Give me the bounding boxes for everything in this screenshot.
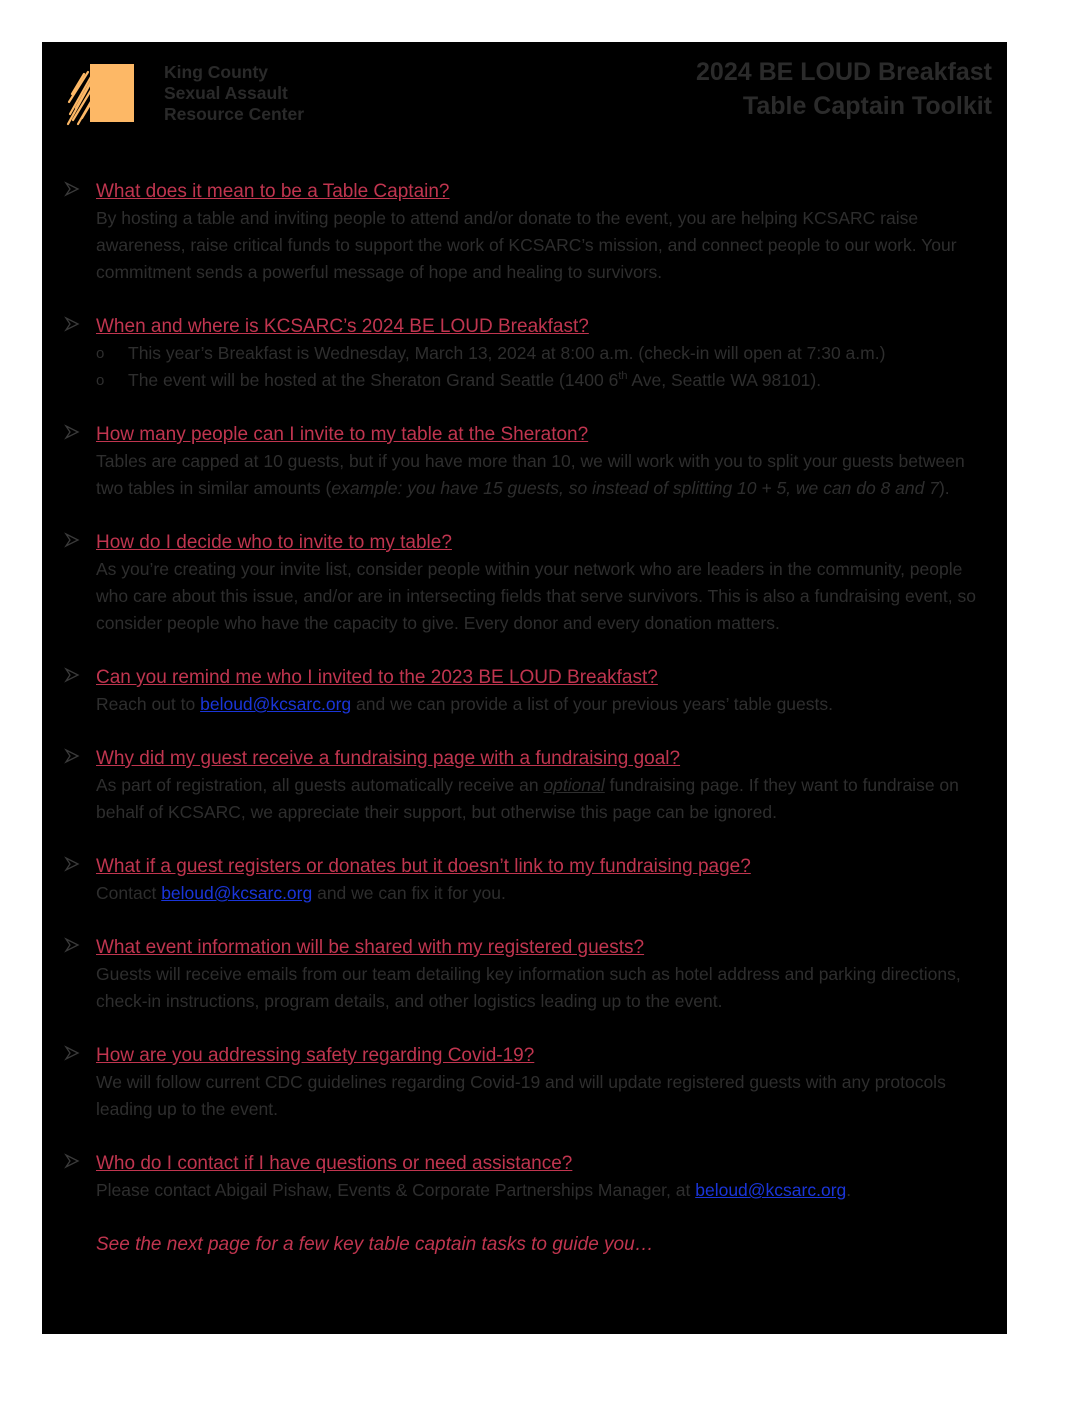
faq-answer [96, 1177, 996, 1204]
answer-text: Contact [96, 883, 162, 903]
answer-text: Please contact Abigail Pishaw, Events & Corporate Partnerships Manager, at [96, 1180, 696, 1200]
answer-example: example: you have 15 guests, so instead of splitting 10 + 5, we can do 8 and 7 [331, 478, 939, 498]
answer-text: Reach out to [96, 694, 201, 714]
faq-answer: As you’re creating your invite list, consider people within your network who are leaders in the community, people who care about this issue, and/or are in intersecting fields that serve survivors. This is also a fundraising event, so consider people who have the capacity to give. Every donor and every donation matters. [96, 559, 976, 633]
faq-question[interactable]: Why did my guest receive a fundraising page with a fundraising goal? [96, 748, 681, 769]
faq-item [96, 421, 996, 502]
faq-question[interactable]: How are you addressing safety regarding Covid-19? [96, 1045, 535, 1066]
closing-note: See the next page for a few key table captain tasks to guide you… [96, 1234, 654, 1255]
kcsarc-logo [66, 58, 326, 128]
faq-item [96, 664, 996, 718]
answer-text: As part of registration, all guests automatically receive an [96, 775, 544, 795]
bullet-text: This year’s Breakfast is Wednesday, March 13, 2024 at 8:00 a.m. (check-in will open at 7:30 a.m.) [128, 343, 886, 363]
faq-item [96, 1150, 996, 1204]
faq-item [96, 934, 996, 1015]
faq-question[interactable]: Who do I contact if I have questions or need assistance? [96, 1153, 573, 1174]
logo-line-1: King County [164, 62, 269, 82]
arrow-bullet-icon [64, 856, 80, 872]
bullet-text-end: Ave, Seattle WA 98101). [627, 370, 822, 390]
circle-bullet-icon: o [96, 345, 105, 362]
arrow-bullet-icon [64, 1153, 80, 1169]
logo-wordmark [164, 62, 304, 125]
arrow-bullet-icon [64, 1045, 80, 1061]
email-link[interactable]: beloud@kcsarc.org [695, 1180, 847, 1200]
arrow-bullet-icon [64, 667, 80, 683]
circle-bullet-icon: o [96, 372, 105, 389]
answer-text: Tables are capped at 10 guests, but if you have more than 10, we will work with you to split your guests between two tables in similar amounts ( [96, 451, 965, 498]
faq-item [96, 529, 996, 637]
faq-answer [96, 880, 996, 907]
arrow-bullet-icon [64, 748, 80, 764]
answer-text-end: and we can fix it for you. [312, 883, 506, 903]
superscript: th [618, 370, 628, 383]
answer-text-end: fundraising page. If they want to fundraise on behalf of KCSARC, we appreciate their support, but otherwise this page can be ignored. [96, 775, 959, 822]
answer-text-end: ). [938, 478, 950, 498]
arrow-bullet-icon [64, 181, 80, 197]
faq-question[interactable]: What if a guest registers or donates but it doesn’t link to my fundraising page? [96, 856, 751, 877]
email-link[interactable]: beloud@kcsarc.org [200, 694, 352, 714]
faq-answer: By hosting a table and inviting people to attend and/or donate to the event, you are helping KCSARC raise awareness, raise critical funds to support the work of KCSARC’s mission, and connect people to our work. Your commitment sends a powerful message of hope and healing to survivors. [96, 208, 957, 282]
faq-question[interactable]: What does it mean to be a Table Captain? [96, 181, 450, 202]
faq-question[interactable]: When and where is KCSARC’s 2024 BE LOUD Breakfast? [96, 316, 589, 337]
list-item [96, 340, 996, 367]
faq-question[interactable]: How many people can I invite to my table at the Sheraton? [96, 424, 589, 445]
bullet-text: The event will be hosted at the Sheraton Grand Seattle (1400 6 [128, 370, 619, 390]
faq-answer: Guests will receive emails from our team detailing key information such as hotel address and parking directions, check-in instructions, program details, and other logistics leading up to the event. [96, 964, 961, 1011]
faq-question[interactable]: What event information will be shared with my registered guests? [96, 937, 645, 958]
answer-emphasis: optional [543, 775, 605, 795]
answer-text-end: and we can provide a list of your previous years’ table guests. [351, 694, 833, 714]
faq-answer [96, 691, 996, 718]
arrow-bullet-icon [64, 316, 80, 332]
document-page [42, 42, 1007, 1334]
faq-item [96, 178, 996, 286]
title-line-1: 2024 BE LOUD Breakfast [696, 58, 992, 86]
faq-item [96, 313, 996, 394]
faq-answer-list [96, 340, 996, 394]
logo-mark-icon [66, 58, 156, 128]
arrow-bullet-icon [64, 532, 80, 548]
faq-item [96, 1042, 996, 1123]
title-line-2: Table Captain Toolkit [742, 92, 992, 120]
faq-item [96, 853, 996, 907]
faq-question[interactable]: How do I decide who to invite to my table? [96, 532, 452, 553]
arrow-bullet-icon [64, 937, 80, 953]
answer-text-end: . [846, 1180, 852, 1200]
faq-list [96, 178, 996, 1258]
faq-answer: We will follow current CDC guidelines regarding Covid-19 and will update registered guests with any protocols leading up to the event. [96, 1072, 946, 1119]
faq-question[interactable]: Can you remind me who I invited to the 2023 BE LOUD Breakfast? [96, 667, 658, 688]
faq-answer [96, 448, 996, 502]
faq-answer [96, 772, 996, 826]
faq-item [96, 745, 996, 826]
list-item [96, 367, 996, 394]
logo-line-3: Resource Center [164, 104, 305, 124]
logo-line-2: Sexual Assault [164, 83, 288, 103]
email-link[interactable]: beloud@kcsarc.org [161, 883, 313, 903]
document-title [696, 55, 992, 123]
arrow-bullet-icon [64, 424, 80, 440]
